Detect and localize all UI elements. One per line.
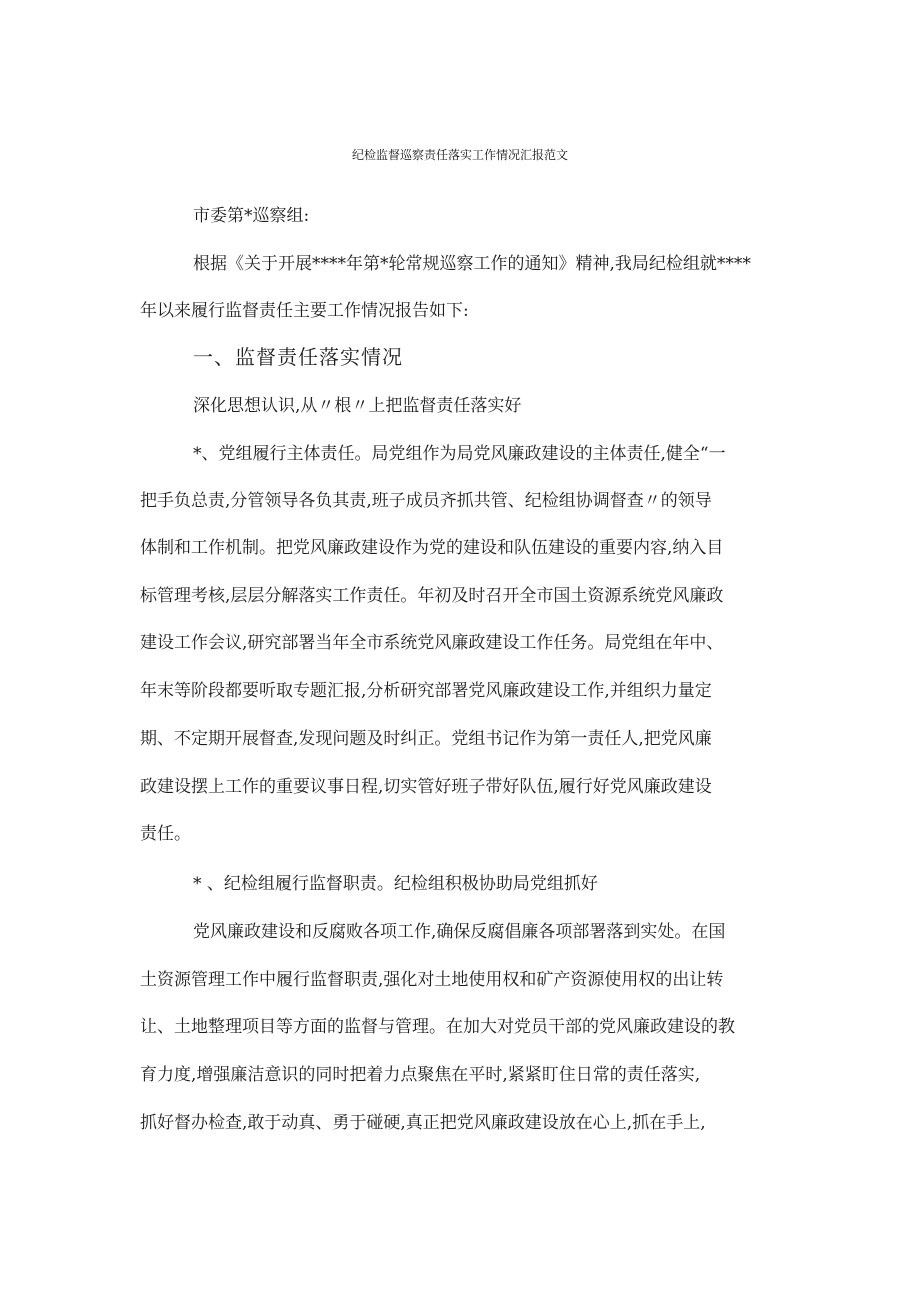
paragraph-line: 年末等阶段都要听取专题汇报,分析研究部署党风廉政建设工作,并组织力量定 <box>140 681 712 701</box>
paragraph-line: 期、不定期开展督查,发现问题及时纠正。党组书记作为第一责任人,把党风廉 <box>140 729 712 749</box>
paragraph-line: 把手负总责,分管领导各负其责,班子成员齐抓共管、纪检组协调督查〃的领导 <box>140 491 712 511</box>
paragraph-line: *、党组履行主体责任。局党组作为局党风廉政建设的主体责任,健全“一 <box>193 444 726 464</box>
document-title: 纪检监督巡察责任落实工作情况汇报范文 <box>351 148 568 162</box>
section-heading: 一、监督责任落实情况 <box>193 345 403 369</box>
subheading: 深化思想认识,从〃根〃上把监督责任落实好 <box>193 396 522 416</box>
paragraph-line: 标管理考核,层层分解落实工作责任。年初及时召开全市国土资源系统党风廉政 <box>140 586 724 606</box>
paragraph-line: 抓好督办检查,敢于动真、勇于碰硬,真正把党风廉政建设放在心上,抓在手上, <box>140 1113 706 1133</box>
intro-line-1: 根据《关于开展****年第*轮常规巡察工作的通知》精神,我局纪检组就**** <box>193 254 751 274</box>
paragraph-line: 让、土地整理项目等方面的监督与管理。在加大对党员干部的党风廉政建设的教 <box>140 1017 735 1037</box>
paragraph-line: 党风廉政建设和反腐败各项工作,确保反腐倡廉各项部署落到实处。在国 <box>193 922 726 942</box>
paragraph-line: 育力度,增强廉洁意识的同时把着力点聚焦在平时,紧紧盯住日常的责任落实, <box>140 1065 701 1085</box>
paragraph-line: 土资源管理工作中履行监督职责,强化对土地使用权和矿产资源使用权的出让转 <box>140 970 724 990</box>
paragraph-line: 体制和工作机制。把党风廉政建设作为党的建设和队伍建设的重要内容,纳入目 <box>140 538 724 558</box>
salutation: 市委第*巡察组: <box>193 206 310 226</box>
paragraph-line: 建设工作会议,研究部署当年全市系统党风廉政建设工作任务。局党组在年中、 <box>140 633 724 653</box>
paragraph-line: 政建设摆上工作的重要议事日程,切实管好班子带好队伍,履行好党风廉政建设 <box>140 777 712 797</box>
paragraph-lead: * 、纪检组履行监督职责。纪检组积极协助局党组抓好 <box>193 874 598 894</box>
paragraph-line: 责任。 <box>140 824 191 844</box>
intro-line-2: 年以来履行监督责任主要工作情况报告如下: <box>140 301 469 321</box>
